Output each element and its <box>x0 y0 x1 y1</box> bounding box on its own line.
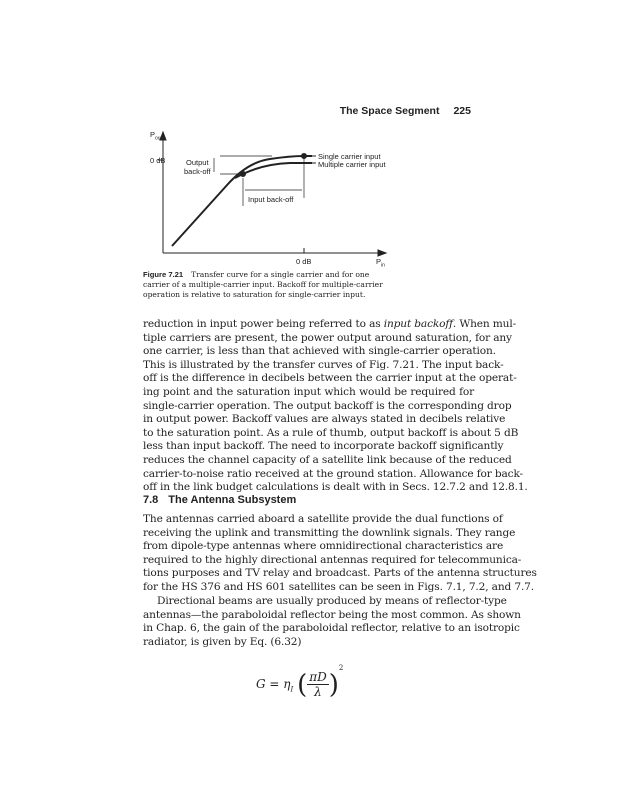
paragraph-backoff <box>143 318 528 495</box>
text-line: from dipole-type antennas where omnidirectional characteristics are <box>143 540 504 553</box>
text-line: radiator, is given by Eq. (6.32) <box>143 635 302 648</box>
equation-denominator: λ <box>314 685 322 699</box>
text-line: in Chap. 6, the gain of the paraboloidal reflector, relative to an isotropic <box>143 622 520 635</box>
legend-single-carrier: Single carrier input <box>318 152 381 161</box>
equation-numerator: πD <box>309 670 327 684</box>
text-line: carrier-to-noise ratio received at the ground station. Allowance for back- <box>143 467 523 480</box>
figure-plot <box>140 128 480 278</box>
text-line: receiving the uplink and transmitting the downlink signals. They range <box>143 526 516 539</box>
header-title: The Space Segment <box>339 105 440 117</box>
text-line: This is illustrated by the transfer curves of Fig. 7.21. The input back- <box>143 358 504 371</box>
section-heading <box>143 494 296 506</box>
caption-number: Figure 7.21 <box>143 270 184 279</box>
transfer-curve-figure <box>140 128 480 278</box>
operating-point <box>241 172 246 177</box>
saturation-point <box>302 154 307 159</box>
input-backoff-label: Input back-off <box>248 195 294 204</box>
equation-exponent: 2 <box>338 664 344 672</box>
equation-subscript: I <box>290 685 294 694</box>
text-line: one carrier, is less than that achieved with single-carrier operation. <box>143 345 496 358</box>
running-header <box>340 105 471 117</box>
text-line: antennas—the paraboloidal reflector being the most common. As shown <box>143 608 521 621</box>
text-line: off in the link budget calculations is dealt with in Secs. 12.7.2 and 12.8.1. <box>143 481 528 494</box>
y-axis-label: $P_{out}$ <box>150 130 162 142</box>
text-line: required to the highly directional antennas required for telecommunica- <box>143 553 522 566</box>
text-line: off is the difference in decibels between the carrier input at the operat- <box>143 372 517 385</box>
y-tick-label: 0 dB <box>150 156 166 165</box>
text-line: for the HS 376 and HS 601 satellites can be seen in Figs. 7.1, 7.2, and 7.7. <box>143 580 534 593</box>
text-line: reduces the channel capacity of a satellite link because of the reduced <box>143 453 512 466</box>
x-axis-arrow <box>378 250 386 256</box>
legend-multiple-carrier: Multiple carrier input <box>318 160 386 169</box>
paragraph-antennas <box>143 513 537 595</box>
gain-equation: $G = \eta_I$ ( $\frac{\pi D}{\lambda}$ )$^2$ <box>256 664 344 700</box>
section-title: The Antenna Subsystem <box>168 494 297 506</box>
text-line: reduction in input power being referred to as input backoff. When mul- <box>143 318 516 330</box>
page-number: 225 <box>453 105 471 117</box>
text-line: to the saturation point. As a rule of thumb, output backoff is about 5 dB <box>143 426 519 439</box>
text-line: less than input backoff. The need to incorporate backoff significantly <box>143 440 504 453</box>
equation-lhs: G = η <box>256 677 291 691</box>
paragraph-directional-beams <box>143 595 521 649</box>
section-number: 7.8 <box>143 494 159 506</box>
figure-caption <box>143 270 388 300</box>
text-line: tions purposes and TV relay and broadcast. Parts of the antenna structures <box>143 567 537 580</box>
x-axis-label: $P_{in}$ <box>376 257 385 269</box>
text-line: Directional beams are usually produced by means of reflector-type <box>157 595 507 607</box>
text-line: single-carrier operation. The output backoff is the corresponding drop <box>143 399 512 412</box>
text-line: tiple carriers are present, the power output around saturation, for any <box>143 331 512 344</box>
text-line: in output power. Backoff values are always stated in decibels relative <box>143 413 506 426</box>
text-line: The antennas carried aboard a satellite provide the dual functions of <box>143 513 503 525</box>
text-line: ing point and the saturation input which would be required for <box>143 385 474 398</box>
multiple-carrier-curve <box>235 163 312 178</box>
caption-text: Transfer curve for a single carrier and for one carrier of a multiple-carrier input. Backoff for multiple-carrier operation is relative to saturation for single-carrier input. <box>143 270 383 299</box>
x-tick-label: 0 dB <box>296 257 312 266</box>
output-backoff-label: Output back-off <box>184 158 211 176</box>
